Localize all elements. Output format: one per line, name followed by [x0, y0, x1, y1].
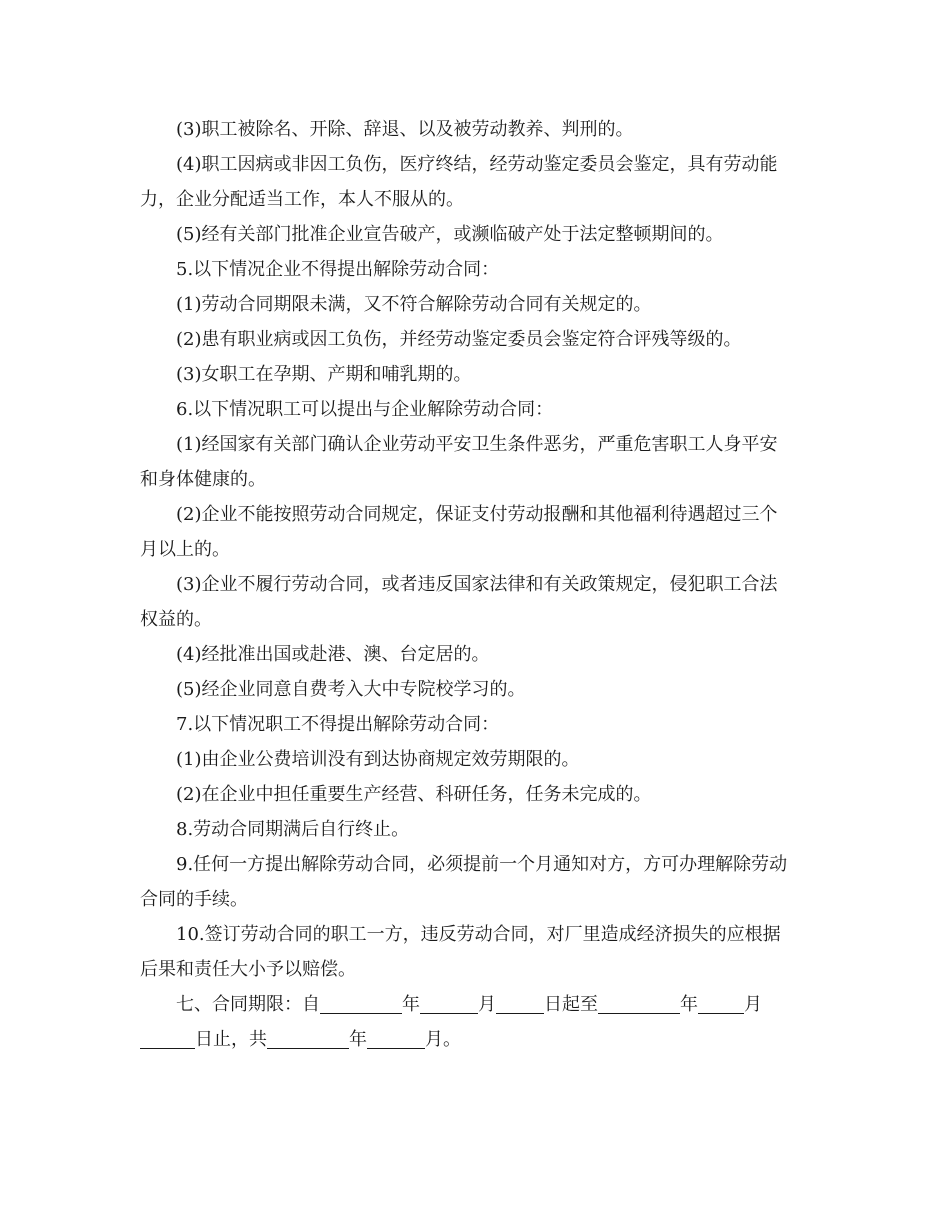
clause-line: (5)经企业同意自费考入大中专院校学习的。	[176, 679, 526, 700]
clause-line: 力，企业分配适当工作，本人不服从的。	[140, 189, 464, 210]
start-year-field[interactable]	[320, 991, 402, 1014]
term-unit: 年	[349, 1029, 367, 1050]
clause-line: (1)由企业公费培训没有到达协商规定效劳期限的。	[176, 749, 580, 770]
clause-line: (3)企业不履行劳动合同，或者违反国家法律和有关政策规定，侵犯职工合法	[176, 574, 778, 595]
term-unit: 年	[402, 994, 420, 1015]
clause-line: 10.签订劳动合同的职工一方，违反劳动合同，对厂里造成经济损失的应根据	[176, 924, 781, 945]
clause-line: (2)患有职业病或因工负伤，并经劳动鉴定委员会鉴定符合评残等级的。	[176, 329, 742, 350]
total-years-field[interactable]	[267, 1026, 349, 1049]
clause-para	[140, 812, 820, 847]
clause-line: 后果和责任大小予以赔偿。	[140, 959, 356, 980]
clause-line: (1)经国家有关部门确认企业劳动平安卫生条件恶劣，严重危害职工人身平安	[176, 434, 778, 455]
document-body	[140, 112, 820, 1057]
contract-term-line	[140, 987, 820, 1022]
section-heading	[140, 707, 820, 742]
clause-line: 和身体健康的。	[140, 469, 266, 490]
clause-para	[140, 287, 820, 322]
clause-para	[140, 672, 820, 707]
clause-line: 月以上的。	[140, 539, 230, 560]
clause-line: 合同的手续。	[140, 889, 248, 910]
clause-para	[140, 427, 820, 497]
clause-para	[140, 217, 820, 252]
clause-para	[140, 357, 820, 392]
end-year-field[interactable]	[598, 991, 680, 1014]
clause-line: (2)在企业中担任重要生产经营、科研任务，任务未完成的。	[176, 784, 652, 805]
clause-para	[140, 742, 820, 777]
term-prefix: 七、合同期限：自	[176, 994, 320, 1015]
total-months-field[interactable]	[367, 1026, 425, 1049]
section-heading	[140, 392, 820, 427]
end-day-field[interactable]	[140, 1026, 195, 1049]
section-heading	[140, 252, 820, 287]
clause-line: (1)劳动合同期限未满，又不符合解除劳动合同有关规定的。	[176, 294, 652, 315]
clause-line: (2)企业不能按照劳动合同规定，保证支付劳动报酬和其他福利待遇超过三个	[176, 504, 778, 525]
clause-line: 7.以下情况职工不得提出解除劳动合同：	[176, 714, 500, 735]
term-unit: 月	[744, 994, 762, 1015]
clause-line: (5)经有关部门批准企业宣告破产，或濒临破产处于法定整顿期间的。	[176, 224, 724, 245]
clause-line: 5.以下情况企业不得提出解除劳动合同：	[176, 259, 500, 280]
contract-term	[140, 987, 820, 1057]
clause-line: 9.任何一方提出解除劳动合同，必须提前一个月通知对方，方可办理解除劳动	[176, 854, 788, 875]
contract-term-line	[140, 1022, 820, 1057]
clause-line: 6.以下情况职工可以提出与企业解除劳动合同：	[176, 399, 554, 420]
term-unit: 日止，共	[195, 1029, 267, 1050]
clause-para	[140, 917, 820, 987]
clause-line: (3)女职工在孕期、产期和哺乳期的。	[176, 364, 472, 385]
clause-para	[140, 147, 820, 217]
end-month-field[interactable]	[698, 991, 744, 1014]
clause-line: (3)职工被除名、开除、辞退、以及被劳动教养、判刑的。	[176, 119, 634, 140]
clause-para	[140, 567, 820, 637]
term-unit: 月	[478, 994, 496, 1015]
clause-line: (4)职工因病或非因工负伤，医疗终结，经劳动鉴定委员会鉴定，具有劳动能	[176, 154, 778, 175]
clause-para	[140, 497, 820, 567]
term-unit: 年	[680, 994, 698, 1015]
clause-para	[140, 322, 820, 357]
start-month-field[interactable]	[420, 991, 478, 1014]
start-day-field[interactable]	[496, 991, 544, 1014]
clause-para	[140, 112, 820, 147]
clause-line: 权益的。	[140, 609, 212, 630]
term-unit: 月。	[425, 1029, 461, 1050]
clause-line: (4)经批准出国或赴港、澳、台定居的。	[176, 644, 490, 665]
clause-para	[140, 847, 820, 917]
clause-line: 8.劳动合同期满后自行终止。	[176, 819, 410, 840]
clause-para	[140, 637, 820, 672]
clause-para	[140, 777, 820, 812]
term-unit: 日起至	[544, 994, 598, 1015]
